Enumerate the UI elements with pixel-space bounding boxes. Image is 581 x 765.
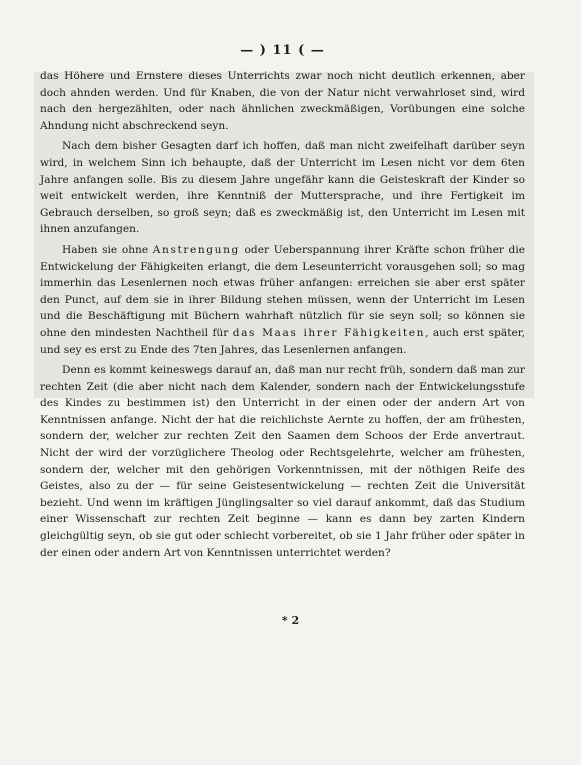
- text-segment: Denn es kommt keineswegs darauf an, daß man nur recht früh, sondern daß man zur rechten Zeit (die aber nicht nach dem Kalender, sondern nach der Entwickelungsstufe des Kindes zu bestimmen ist) den Unterricht in der einen oder der andern Art von Kenntnissen anfange. Nicht der hat die reichlichste Aernte zu hoffen, der am frühesten, sondern der, welcher zur rechten Zeit den Saamen dem Schoos der Erde anvertraut. Nicht der wird der vorzüglichere Theolog oder Rechtsgelehrte, welcher am frühesten, sondern der, welcher mit den gehörigen Vorkenntnissen, mit der nöthigen Reife des Geistes, also zu der — für seine Geistesentwickelung — rechten Zeit die Universität bezieht. Und wenn im kräftigen Jünglingsalter so viel darauf ankommt, daß das Studium einer Wissenschaft zur rechten Zeit beginne — kann es dann bey zarten Kindern gleichgültig seyn, ob sie gut oder schlecht vorbereitet, ob sie 1 Jahr früher oder später in der einen oder andern Art von Kenntnissen unterrichtet werden?: [40, 364, 525, 559]
- paragraph: [40, 362, 525, 561]
- text-segment: oder Ueberspannung ihrer Kräfte schon früher die Entwickelung der Fähigkeiten erlangt, die dem Leseunterricht vorausgehen soll; so mag immerhin das Lesenlernen noch etwas früher anfangen: erreichen sie aber erst später den Punct, auf dem sie in ihrer Bildung stehen müssen, wenn der Unterricht im Lesen und die Beschäftigung mit Büchern wahrhaft nützlich für sie seyn soll; so können sie ohne den mindesten Nachtheil für: [40, 243, 525, 339]
- body-text: [40, 68, 525, 561]
- signature-mark: * 2: [281, 614, 300, 627]
- emphasized-text: Anstrengung: [152, 243, 240, 256]
- text-segment: das Höhere und Ernstere dieses Unterrichts zwar noch nicht deutlich erkennen, aber doch ahnden werden. Und für Knaben, die von der Natur nicht verwahrloset sind, wird nach den hergezählten, oder nach ähnlichen zweckmäßigen, Vorübungen eine solche Ahndung nicht abschreckend seyn.: [40, 70, 525, 132]
- paragraph: [40, 68, 525, 134]
- paragraph: [40, 138, 525, 238]
- paragraph: [40, 242, 525, 358]
- text-segment: Haben sie ohne: [62, 243, 153, 256]
- page-header: — ) 11 ( —: [240, 43, 325, 58]
- text-segment: Nach dem bisher Gesagten darf ich hoffen, daß man nicht zweifelhaft darüber seyn wird, in welchem Sinn ich behaupte, daß der Unterricht im Lesen nicht vor dem 6ten Jahre anfangen solle. Bis zu diesem Jahre ungefähr kann die Geisteskraft der Kinder so weit entwickelt werden, ihre Kenntniß der Muttersprache, und ihre Fertigkeit im Gebrauch derselben, so groß seyn; daß es zweckmäßig ist, den Unterricht im Lesen mit ihnen anzufangen.: [40, 140, 525, 236]
- emphasized-text: das Maas ihrer Fähigkeiten: [232, 326, 426, 339]
- text-segment: , auch erst später, und sey es erst zu Ende des 7ten Jahres, das Lesenlernen anfangen.: [40, 326, 525, 356]
